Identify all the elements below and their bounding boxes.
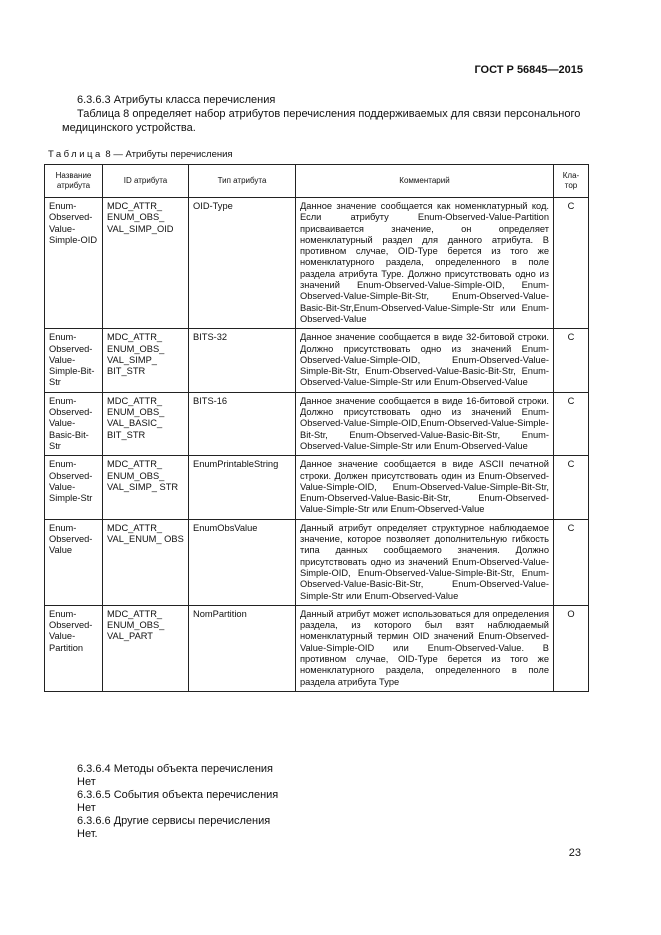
- cell-class: O: [554, 605, 589, 691]
- table-header-row: [45, 165, 589, 198]
- cell-id: MDC_ATTR_ ENUM_OBS_ VAL_SIMP_ STR: [103, 456, 189, 519]
- cell-class: C: [554, 456, 589, 519]
- header-id: ID атрибута: [103, 165, 189, 198]
- cell-id: MDC_ATTR_ ENUM_OBS_ VAL_PART: [103, 605, 189, 691]
- cell-comment: Данное значение сообщается в виде 32-битовой строки. Должно присутствовать одно из значений Enum-Observed-Value-Simple-OID, Enum-Observed-Value-Simple-Bit-Str, Enum-Observed-Value-Basic-Bit-Str, Enum-Observed-Value-Simple-Str или Enum-Observed-Value: [296, 329, 554, 392]
- cell-name: Enum-Observed-Value-Simple-Bit-Str: [45, 329, 103, 392]
- section-heading-methods: 6.3.6.4 Методы объекта перечисления: [77, 763, 274, 775]
- cell-type: BITS-16: [189, 392, 296, 455]
- table-row: [45, 198, 589, 329]
- cell-id: MDC_ATTR_ ENUM_OBS_ VAL_SIMP_OID: [103, 198, 189, 329]
- header-type: Тип атрибута: [189, 165, 296, 198]
- cell-comment: Данное значение сообщается в виде ASCII печатной строки. Должен присутствовать один из Enum-Observed-Value-Simple-OID, Enum-Observed-Value-Simple-Bit-Str, Enum-Observed-Value-Basic-Bit-Str, Enum-Observed-Value-Simple-Str или Enum-Observed-Value: [296, 456, 554, 519]
- cell-id: MDC_ATTR_ ENUM_OBS_ VAL_SIMP_ BIT_STR: [103, 329, 189, 392]
- cell-class: C: [554, 392, 589, 455]
- section-body-services: Нет.: [77, 828, 98, 840]
- table-caption-title: — Атрибуты перечисления: [113, 149, 233, 160]
- table-row: [45, 329, 589, 392]
- cell-comment: Данное значение сообщается как номенклатурный код. Если атрибуту Enum-Observed-Value-Partition присваивается значение, он определяет номенклатурный раздел для данного атрибута. В противном случае, OID-Type берется из того же номенклатурного раздела, определенного в поле раздела атрибута Type. Должно присутствовать одно из значений Enum-Observed-Value-Simple-OID, Enum-Observed-Value-Simple-Bit-Str, Enum-Observed-Value-Basic-Bit-Str,Enum-Observed-Value-Simple-Str или Enum-Observed-Value: [296, 198, 554, 329]
- cell-name: Enum-Observed-Value-Simple-OID: [45, 198, 103, 329]
- cell-id: MDC_ATTR_ ENUM_OBS_ VAL_BASIC_ BIT_STR: [103, 392, 189, 455]
- cell-name: Enum-Observed-Value: [45, 519, 103, 605]
- cell-class: C: [554, 198, 589, 329]
- section-heading-services: 6.3.6.6 Другие сервисы перечисления: [77, 815, 271, 827]
- cell-type: OID-Type: [189, 198, 296, 329]
- cell-name: Enum-Observed-Value-Basic-Bit-Str: [45, 392, 103, 455]
- cell-type: BITS-32: [189, 329, 296, 392]
- standard-number: ГОСТ Р 56845—2015: [474, 64, 583, 76]
- cell-comment: Данное значение сообщается в виде 16-битовой строки. Должно присутствовать одно из значений Enum-Observed-Value-Simple-OID,Enum-Observed-Value-Simple-Bit-Str, Enum-Observed-Value-Basic-Bit-Str, Enum-Observed-Value-Simple-Str или Enum-Observed-Value: [296, 392, 554, 455]
- section-body-methods: Нет: [77, 776, 96, 788]
- cell-name: Enum-Observed-Value-Partition: [45, 605, 103, 691]
- cell-comment: Данный атрибут определяет структурное наблюдаемое значение, которое позволяет дополнительную гибкость типа данных сообщаемого значения. Должно присутствовать одно из значений Enum-Observed-Value-Simple-OID, Enum-Observed-Value-Simple-Bit-Str, Enum-Observed-Value-Basic-Bit-Str, Enum-Observed-Value-Simple-Str или Enum-Observed-Value: [296, 519, 554, 605]
- table-row: [45, 519, 589, 605]
- cell-class: C: [554, 329, 589, 392]
- cell-type: EnumPrintableString: [189, 456, 296, 519]
- section-heading: 6.3.6.3 Атрибуты класса перечисления: [77, 94, 276, 106]
- table-row: [45, 456, 589, 519]
- section-heading-events: 6.3.6.5 События объекта перечисления: [77, 789, 279, 801]
- header-comment: Комментарий: [296, 165, 554, 198]
- page-number: 23: [568, 847, 581, 859]
- header-name: Название атрибута: [45, 165, 103, 198]
- table-caption-prefix: Таблица: [48, 149, 103, 160]
- table-row: [45, 392, 589, 455]
- section-body-events: Нет: [77, 802, 96, 814]
- attributes-table: [44, 164, 589, 692]
- intro-paragraph: Таблица 8 определяет набор атрибутов перечисления поддерживаемых для связи персонального медицинского устройства.: [62, 108, 581, 134]
- cell-id: MDC_ATTR_ VAL_ENUM_ OBS: [103, 519, 189, 605]
- table-caption-number: 8: [105, 149, 111, 160]
- table-row: [45, 605, 589, 691]
- cell-name: Enum-Observed-Value-Simple-Str: [45, 456, 103, 519]
- cell-comment: Данный атрибут может использоваться для определения раздела, из которого был взят наблюдаемый номенклатурный термин OID значений Enum-Observed-Value-Simple-OID или Enum-Observed-Value. В противном случае, OID-Type берется из того же номенклатурного раздела, определенного в поле раздела атрибута Type: [296, 605, 554, 691]
- cell-class: C: [554, 519, 589, 605]
- table-caption: [48, 149, 233, 160]
- header-class: Кла-тор: [554, 165, 589, 198]
- cell-type: EnumObsValue: [189, 519, 296, 605]
- cell-type: NomPartition: [189, 605, 296, 691]
